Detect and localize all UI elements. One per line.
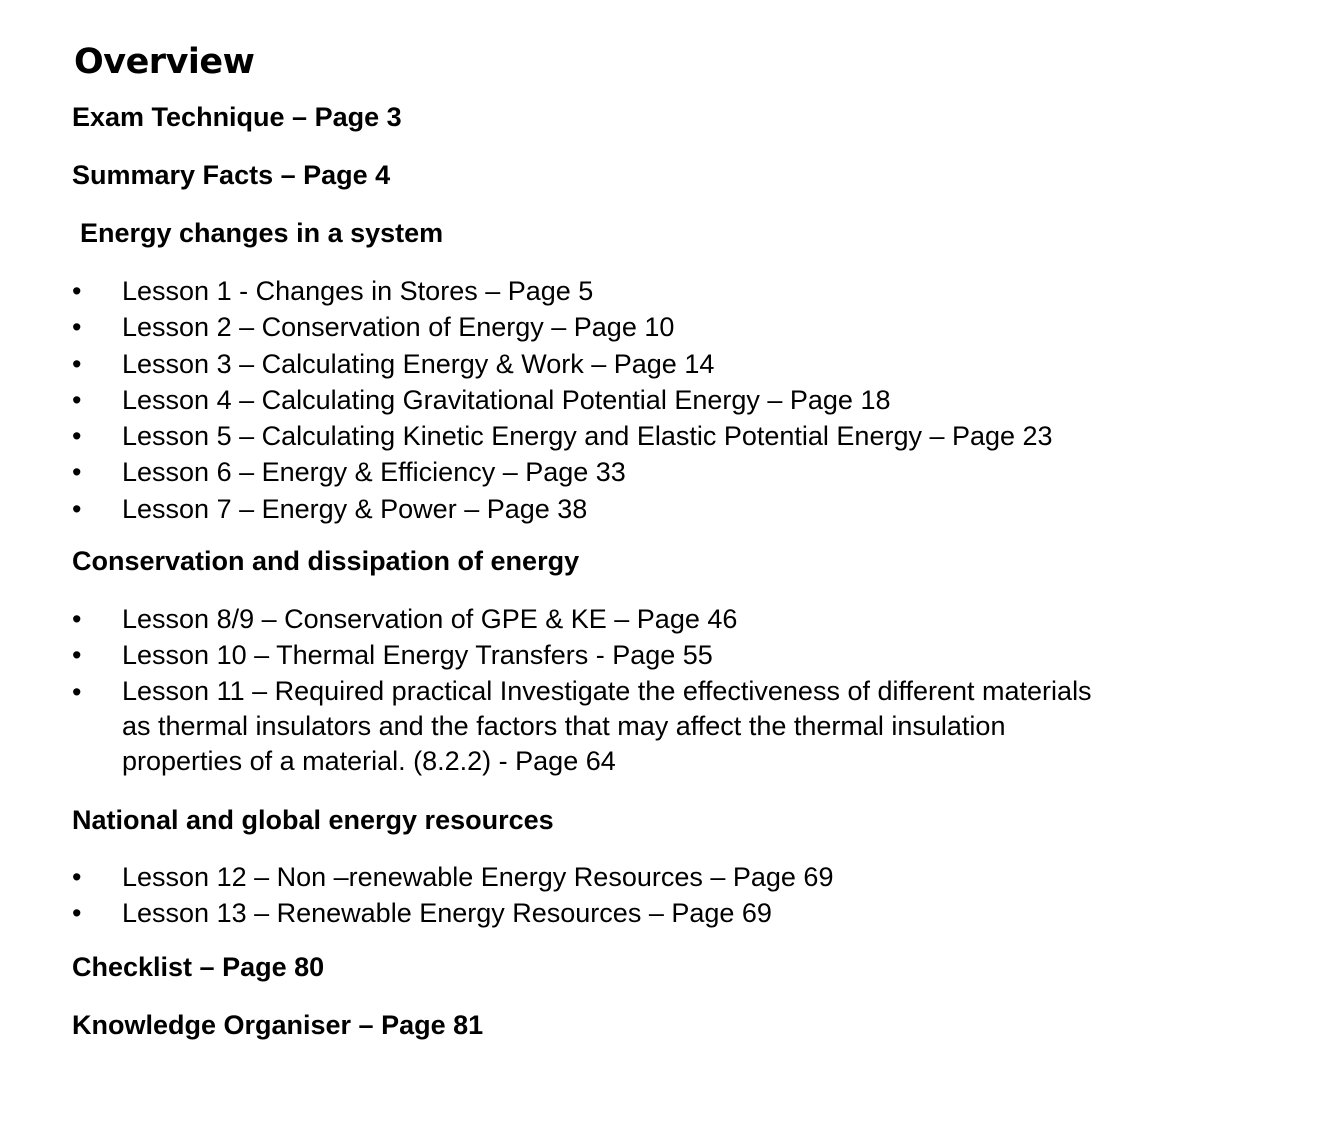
energy-resources-lesson-list <box>72 859 1202 932</box>
list-item <box>72 273 1202 309</box>
lesson-text: Lesson 12 – Non –renewable Energy Resources – Page 69 <box>122 862 834 892</box>
bullet-icon: • <box>72 640 82 671</box>
heading-energy-changes: Energy changes in a system <box>80 218 444 248</box>
list-item <box>72 454 1202 490</box>
heading-checklist: Checklist – Page 80 <box>72 952 325 982</box>
bullet-icon: • <box>72 493 82 524</box>
lesson-text: Lesson 5 – Calculating Kinetic Energy and Elastic Potential Energy – Page 23 <box>122 421 1053 452</box>
heading-summary-facts: Summary Facts – Page 4 <box>72 160 391 190</box>
bullet-icon: • <box>72 898 82 929</box>
list-item <box>72 491 1202 527</box>
page-title: Overview <box>74 42 255 82</box>
bullet-icon: • <box>72 384 82 415</box>
list-item <box>72 859 1202 895</box>
list-item <box>72 601 1202 637</box>
lesson-text: Lesson 8/9 – Conservation of GPE & KE – Page 46 <box>122 604 738 634</box>
list-item <box>72 346 1202 382</box>
list-item <box>72 674 1202 779</box>
lesson-text: Lesson 1 - Changes in Stores – Page 5 <box>122 276 594 306</box>
bullet-icon: • <box>72 604 82 634</box>
lesson-text: Lesson 10 – Thermal Energy Transfers - Page 55 <box>122 640 713 671</box>
lesson-text: Lesson 4 – Calculating Gravitational Potential Energy – Page 18 <box>122 384 891 415</box>
lesson-text: Lesson 7 – Energy & Power – Page 38 <box>122 493 588 524</box>
bullet-icon: • <box>72 312 82 343</box>
bullet-icon: • <box>72 862 82 892</box>
heading-exam-technique: Exam Technique – Page 3 <box>72 102 402 132</box>
heading-national-global-resources: National and global energy resources <box>72 805 554 835</box>
bullet-icon: • <box>72 421 82 452</box>
bullet-icon: • <box>72 676 82 707</box>
lesson-text: Lesson 2 – Conservation of Energy – Page 10 <box>122 312 675 343</box>
conservation-lesson-list <box>72 601 1202 779</box>
bullet-icon: • <box>72 276 82 306</box>
bullet-icon: • <box>72 457 82 488</box>
list-item <box>72 895 1202 931</box>
bullet-icon: • <box>72 348 82 379</box>
energy-changes-lesson-list <box>72 273 1202 527</box>
heading-knowledge-organiser: Knowledge Organiser – Page 81 <box>72 1010 484 1040</box>
lesson-text: Lesson 11 – Required practical Investigate the effectiveness of different materials as thermal insulators and the factors that may affect the thermal insulation properties of a material. (8.2.2) - Page 64 <box>122 675 1092 776</box>
lesson-text: Lesson 13 – Renewable Energy Resources – Page 69 <box>122 898 772 929</box>
lesson-text: Lesson 6 – Energy & Efficiency – Page 33 <box>122 457 626 488</box>
list-item <box>72 637 1202 673</box>
list-item <box>72 382 1202 418</box>
heading-conservation-dissipation: Conservation and dissipation of energy <box>72 546 580 576</box>
lesson-text: Lesson 3 – Calculating Energy & Work – Page 14 <box>122 348 715 379</box>
list-item <box>72 309 1202 345</box>
list-item <box>72 418 1202 454</box>
